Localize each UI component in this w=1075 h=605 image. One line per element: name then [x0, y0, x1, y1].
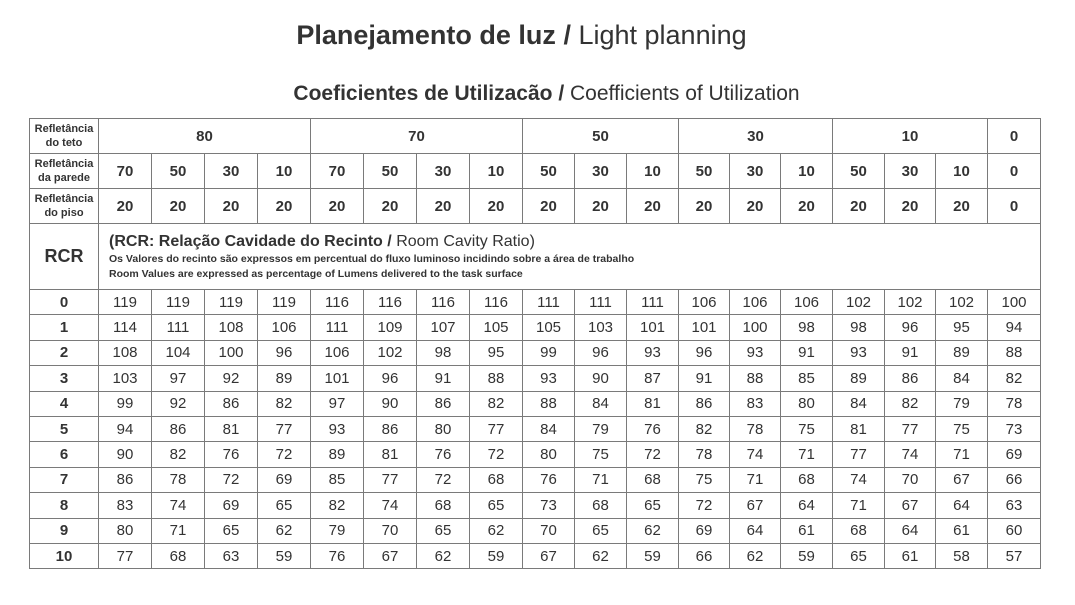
table-cell: 70 [885, 467, 936, 492]
table-cell: 99 [99, 391, 152, 416]
table-cell: 103 [99, 366, 152, 391]
table-cell: 65 [205, 518, 258, 543]
table-cell: 104 [152, 340, 205, 365]
table-cell: 82 [885, 391, 936, 416]
floor-value: 20 [205, 189, 258, 224]
table-cell: 81 [833, 416, 885, 441]
floor-value: 20 [833, 189, 885, 224]
wall-value: 10 [470, 154, 523, 189]
table-cell: 67 [523, 543, 575, 568]
floor-value: 20 [99, 189, 152, 224]
table-row [30, 493, 1041, 518]
table-cell: 108 [205, 315, 258, 340]
subtitle-separator: / [558, 82, 565, 105]
table-cell: 59 [781, 543, 833, 568]
table-cell: 107 [417, 315, 470, 340]
table-cell: 82 [311, 493, 364, 518]
table-cell: 93 [523, 366, 575, 391]
ceiling-value: 50 [523, 119, 679, 154]
ceiling-reflectance-label: Refletância do teto [30, 119, 99, 154]
table-cell: 72 [417, 467, 470, 492]
rcr-value: 9 [30, 518, 99, 543]
table-cell: 63 [988, 493, 1041, 518]
table-cell: 83 [99, 493, 152, 518]
table-cell: 76 [523, 467, 575, 492]
floor-value: 20 [575, 189, 627, 224]
wall-value: 50 [364, 154, 417, 189]
table-cell: 96 [364, 366, 417, 391]
table-cell: 101 [311, 366, 364, 391]
table-cell: 72 [205, 467, 258, 492]
table-cell: 75 [575, 442, 627, 467]
rcr-value: 1 [30, 315, 99, 340]
table-row [30, 416, 1041, 441]
table-cell: 116 [470, 290, 523, 315]
rcr-title-english: Room Cavity Ratio) [396, 233, 535, 250]
table-cell: 94 [99, 416, 152, 441]
page-subtitle [0, 81, 1075, 107]
table-cell: 62 [417, 543, 470, 568]
table-cell: 69 [679, 518, 730, 543]
table-cell: 91 [885, 340, 936, 365]
table-cell: 66 [988, 467, 1041, 492]
table-cell: 105 [470, 315, 523, 340]
table-cell: 95 [470, 340, 523, 365]
table-cell: 109 [364, 315, 417, 340]
table-cell: 90 [575, 366, 627, 391]
table-cell: 68 [152, 543, 205, 568]
table-cell: 73 [523, 493, 575, 518]
rcr-value: 3 [30, 366, 99, 391]
table-cell: 61 [936, 518, 988, 543]
table-cell: 86 [885, 366, 936, 391]
table-cell: 66 [679, 543, 730, 568]
wall-reflectance-row [30, 154, 1041, 189]
rcr-title-portuguese: (RCR: Relação Cavidade do Recinto [109, 233, 383, 250]
floor-value: 20 [523, 189, 575, 224]
table-cell: 98 [833, 315, 885, 340]
table-cell: 102 [885, 290, 936, 315]
floor-value: 20 [627, 189, 679, 224]
table-cell: 116 [364, 290, 417, 315]
table-cell: 119 [99, 290, 152, 315]
table-cell: 84 [575, 391, 627, 416]
wall-reflectance-label: Refletância da parede [30, 154, 99, 189]
table-cell: 81 [627, 391, 679, 416]
table-cell: 111 [152, 315, 205, 340]
wall-value: 0 [988, 154, 1041, 189]
table-cell: 68 [833, 518, 885, 543]
table-cell: 96 [885, 315, 936, 340]
title-portuguese: Planejamento de luz [296, 20, 556, 50]
table-cell: 106 [730, 290, 781, 315]
table-cell: 79 [575, 416, 627, 441]
table-cell: 90 [99, 442, 152, 467]
table-cell: 83 [730, 391, 781, 416]
table-cell: 76 [311, 543, 364, 568]
rcr-column-header: RCR [30, 224, 99, 290]
table-cell: 59 [627, 543, 679, 568]
rcr-value: 0 [30, 290, 99, 315]
table-cell: 71 [152, 518, 205, 543]
table-cell: 89 [936, 340, 988, 365]
table-cell: 88 [523, 391, 575, 416]
table-cell: 68 [627, 467, 679, 492]
table-cell: 108 [99, 340, 152, 365]
table-cell: 64 [730, 518, 781, 543]
table-cell: 116 [417, 290, 470, 315]
table-cell: 102 [364, 340, 417, 365]
table-cell: 114 [99, 315, 152, 340]
table-row [30, 442, 1041, 467]
table-cell: 62 [470, 518, 523, 543]
ceiling-value: 30 [679, 119, 833, 154]
table-cell: 65 [258, 493, 311, 518]
table-cell: 106 [781, 290, 833, 315]
table-cell: 82 [152, 442, 205, 467]
ceiling-value: 70 [311, 119, 523, 154]
table-row [30, 315, 1041, 340]
table-cell: 69 [988, 442, 1041, 467]
table-cell: 84 [523, 416, 575, 441]
floor-value: 20 [311, 189, 364, 224]
table-cell: 82 [679, 416, 730, 441]
table-cell: 96 [679, 340, 730, 365]
table-cell: 86 [205, 391, 258, 416]
table-cell: 89 [833, 366, 885, 391]
table-cell: 70 [523, 518, 575, 543]
table-cell: 102 [936, 290, 988, 315]
subtitle-portuguese: Coeficientes de Utilizacão [293, 82, 553, 105]
table-cell: 58 [936, 543, 988, 568]
table-cell: 76 [205, 442, 258, 467]
table-cell: 64 [936, 493, 988, 518]
table-cell: 71 [833, 493, 885, 518]
table-cell: 91 [679, 366, 730, 391]
ceiling-value: 80 [99, 119, 311, 154]
table-cell: 77 [833, 442, 885, 467]
table-cell: 102 [833, 290, 885, 315]
table-cell: 72 [679, 493, 730, 518]
table-cell: 99 [523, 340, 575, 365]
table-cell: 98 [781, 315, 833, 340]
subtitle-english: Coefficients of Utilization [570, 82, 800, 105]
table-cell: 86 [152, 416, 205, 441]
table-cell: 111 [575, 290, 627, 315]
table-cell: 77 [99, 543, 152, 568]
table-cell: 72 [470, 442, 523, 467]
table-cell: 88 [988, 340, 1041, 365]
table-cell: 69 [258, 467, 311, 492]
table-cell: 103 [575, 315, 627, 340]
table-row [30, 391, 1041, 416]
table-cell: 59 [258, 543, 311, 568]
table-cell: 76 [627, 416, 679, 441]
table-cell: 100 [988, 290, 1041, 315]
table-cell: 87 [627, 366, 679, 391]
table-cell: 95 [936, 315, 988, 340]
table-cell: 78 [988, 391, 1041, 416]
table-cell: 78 [730, 416, 781, 441]
wall-value: 50 [152, 154, 205, 189]
rcr-title [109, 232, 1040, 252]
rcr-description [99, 224, 1041, 290]
floor-value: 20 [152, 189, 205, 224]
table-cell: 84 [936, 366, 988, 391]
table-cell: 78 [152, 467, 205, 492]
floor-reflectance-label: Refletância do piso [30, 189, 99, 224]
table-cell: 93 [730, 340, 781, 365]
table-cell: 80 [781, 391, 833, 416]
table-cell: 86 [417, 391, 470, 416]
table-cell: 96 [258, 340, 311, 365]
table-cell: 93 [833, 340, 885, 365]
table-cell: 86 [679, 391, 730, 416]
table-cell: 119 [258, 290, 311, 315]
page-title [0, 18, 1043, 52]
table-cell: 100 [205, 340, 258, 365]
table-cell: 77 [470, 416, 523, 441]
table-cell: 100 [730, 315, 781, 340]
table-cell: 119 [152, 290, 205, 315]
table-cell: 92 [205, 366, 258, 391]
table-cell: 105 [523, 315, 575, 340]
table-cell: 65 [575, 518, 627, 543]
floor-value: 20 [364, 189, 417, 224]
table-cell: 106 [258, 315, 311, 340]
table-cell: 119 [205, 290, 258, 315]
table-cell: 74 [885, 442, 936, 467]
floor-value: 20 [258, 189, 311, 224]
table-row [30, 467, 1041, 492]
table-cell: 106 [679, 290, 730, 315]
table-cell: 111 [523, 290, 575, 315]
wall-value: 10 [781, 154, 833, 189]
wall-value: 30 [417, 154, 470, 189]
floor-value: 0 [988, 189, 1041, 224]
table-cell: 79 [311, 518, 364, 543]
table-cell: 65 [833, 543, 885, 568]
table-cell: 71 [781, 442, 833, 467]
table-cell: 65 [417, 518, 470, 543]
table-cell: 89 [258, 366, 311, 391]
floor-value: 20 [730, 189, 781, 224]
table-cell: 72 [258, 442, 311, 467]
wall-value: 30 [575, 154, 627, 189]
table-cell: 101 [627, 315, 679, 340]
table-cell: 79 [936, 391, 988, 416]
table-cell: 96 [575, 340, 627, 365]
table-cell: 78 [679, 442, 730, 467]
table-cell: 75 [679, 467, 730, 492]
table-cell: 68 [470, 467, 523, 492]
wall-value: 10 [258, 154, 311, 189]
table-cell: 92 [152, 391, 205, 416]
floor-reflectance-row [30, 189, 1041, 224]
table-cell: 98 [417, 340, 470, 365]
wall-value: 50 [523, 154, 575, 189]
table-cell: 74 [364, 493, 417, 518]
table-cell: 67 [885, 493, 936, 518]
table-cell: 93 [311, 416, 364, 441]
table-cell: 75 [936, 416, 988, 441]
table-cell: 94 [988, 315, 1041, 340]
table-cell: 60 [988, 518, 1041, 543]
table-cell: 62 [575, 543, 627, 568]
rcr-value: 10 [30, 543, 99, 568]
rcr-value: 6 [30, 442, 99, 467]
table-cell: 80 [99, 518, 152, 543]
wall-value: 70 [311, 154, 364, 189]
table-cell: 81 [205, 416, 258, 441]
floor-value: 20 [679, 189, 730, 224]
table-cell: 70 [364, 518, 417, 543]
table-cell: 68 [575, 493, 627, 518]
rcr-value: 8 [30, 493, 99, 518]
table-cell: 67 [936, 467, 988, 492]
table-cell: 76 [417, 442, 470, 467]
table-cell: 80 [523, 442, 575, 467]
table-cell: 88 [730, 366, 781, 391]
table-cell: 86 [364, 416, 417, 441]
table-cell: 64 [781, 493, 833, 518]
wall-value: 50 [833, 154, 885, 189]
table-cell: 63 [205, 543, 258, 568]
table-cell: 72 [627, 442, 679, 467]
table-cell: 85 [781, 366, 833, 391]
table-cell: 68 [417, 493, 470, 518]
table-cell: 62 [627, 518, 679, 543]
rcr-header-row [30, 224, 1041, 290]
floor-value: 20 [885, 189, 936, 224]
floor-value: 20 [417, 189, 470, 224]
table-cell: 82 [258, 391, 311, 416]
rcr-note-portuguese: Os Valores do recinto são expressos em percentual do fluxo luminoso incidindo sobre a área de trabalho [109, 253, 635, 265]
table-cell: 111 [311, 315, 364, 340]
table-cell: 77 [364, 467, 417, 492]
table-cell: 111 [627, 290, 679, 315]
floor-value: 20 [936, 189, 988, 224]
table-cell: 74 [730, 442, 781, 467]
table-cell: 73 [988, 416, 1041, 441]
wall-value: 30 [885, 154, 936, 189]
table-cell: 89 [311, 442, 364, 467]
table-cell: 64 [885, 518, 936, 543]
floor-value: 20 [781, 189, 833, 224]
title-english: Light planning [578, 20, 747, 50]
table-cell: 71 [936, 442, 988, 467]
table-cell: 61 [885, 543, 936, 568]
table-row [30, 518, 1041, 543]
table-cell: 85 [311, 467, 364, 492]
table-cell: 67 [364, 543, 417, 568]
table-cell: 67 [730, 493, 781, 518]
coefficients-table [29, 118, 1041, 569]
ceiling-reflectance-row [30, 119, 1041, 154]
table-cell: 59 [470, 543, 523, 568]
rcr-title-separator: / [387, 233, 392, 250]
table-cell: 97 [311, 391, 364, 416]
table-cell: 90 [364, 391, 417, 416]
wall-value: 30 [205, 154, 258, 189]
wall-value: 10 [627, 154, 679, 189]
table-cell: 88 [470, 366, 523, 391]
wall-value: 30 [730, 154, 781, 189]
table-cell: 65 [470, 493, 523, 518]
wall-value: 70 [99, 154, 152, 189]
table-cell: 77 [258, 416, 311, 441]
table-cell: 80 [417, 416, 470, 441]
table-cell: 62 [730, 543, 781, 568]
table-cell: 65 [627, 493, 679, 518]
table-cell: 71 [575, 467, 627, 492]
table-cell: 91 [417, 366, 470, 391]
table-cell: 71 [730, 467, 781, 492]
table-cell: 61 [781, 518, 833, 543]
table-cell: 75 [781, 416, 833, 441]
rcr-value: 7 [30, 467, 99, 492]
table-cell: 82 [988, 366, 1041, 391]
table-cell: 93 [627, 340, 679, 365]
floor-value: 20 [470, 189, 523, 224]
table-cell: 116 [311, 290, 364, 315]
table-row [30, 366, 1041, 391]
table-cell: 62 [258, 518, 311, 543]
table-row [30, 340, 1041, 365]
table-cell: 101 [679, 315, 730, 340]
table-row [30, 543, 1041, 568]
table-cell: 57 [988, 543, 1041, 568]
wall-value: 50 [679, 154, 730, 189]
rcr-value: 2 [30, 340, 99, 365]
table-cell: 68 [781, 467, 833, 492]
table-cell: 86 [99, 467, 152, 492]
title-separator: / [563, 20, 571, 50]
table-cell: 74 [152, 493, 205, 518]
table-cell: 106 [311, 340, 364, 365]
rcr-value: 5 [30, 416, 99, 441]
table-cell: 77 [885, 416, 936, 441]
ceiling-value: 10 [833, 119, 988, 154]
table-cell: 97 [152, 366, 205, 391]
table-cell: 91 [781, 340, 833, 365]
wall-value: 10 [936, 154, 988, 189]
table-cell: 74 [833, 467, 885, 492]
table-cell: 69 [205, 493, 258, 518]
table-row [30, 290, 1041, 315]
rcr-value: 4 [30, 391, 99, 416]
ceiling-value: 0 [988, 119, 1041, 154]
rcr-note-english: Room Values are expressed as percentage of Lumens delivered to the task surface [109, 268, 523, 280]
table-cell: 81 [364, 442, 417, 467]
table-cell: 82 [470, 391, 523, 416]
table-cell: 84 [833, 391, 885, 416]
